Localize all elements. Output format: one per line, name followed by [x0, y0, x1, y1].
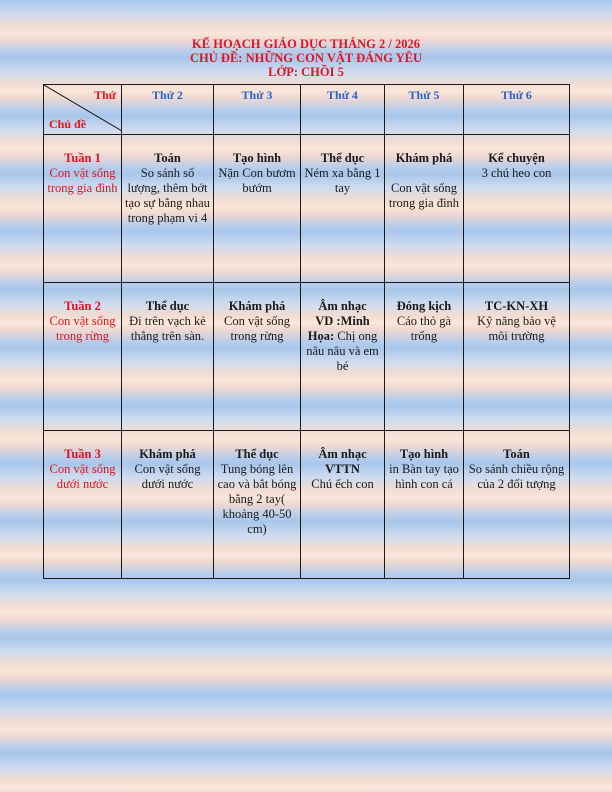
activity-desc: So sánh số lượng, thêm bớt tạo sự bằng nhau trong phạm vi 4 [125, 166, 210, 225]
corner-header-cell [44, 85, 122, 135]
week-title: Tuần 3 [64, 447, 101, 461]
class-title: LỚP: CHỒI 5 [268, 65, 344, 79]
activity-cell [464, 135, 570, 283]
activity-cell [122, 135, 214, 283]
activity-cell [464, 283, 570, 431]
activity-cell [385, 283, 464, 431]
day-header-mon: Thứ 2 [122, 85, 214, 135]
activity-subject: Khám phá [228, 299, 286, 313]
activity-desc [304, 329, 381, 374]
week-cell [44, 431, 122, 579]
week-title: Tuần 2 [64, 299, 101, 313]
activity-subject: Toán [154, 151, 181, 165]
activity-cell [301, 283, 385, 431]
activity-subject: Khám phá [139, 447, 196, 461]
activity-desc: Cáo thỏ gà trống [396, 314, 452, 343]
corner-day-label: Thứ [94, 88, 116, 102]
activity-subject-line2: VD :Minh [315, 314, 370, 328]
activity-subject: Tạo hình [232, 151, 282, 165]
activity-desc: Đi trên vạch kẻ thẳng trên sàn. [129, 314, 206, 343]
activity-desc: Con vật sống trong gia đình [388, 181, 460, 210]
week-topic: Con vật sống dưới nước [49, 462, 116, 491]
activity-subject: Kể chuyện [488, 151, 545, 165]
corner-topic-label: Chủ đề [49, 117, 87, 131]
week-cell [44, 283, 122, 431]
plan-title: KẾ HOẠCH GIÁO DỤC THÁNG 2 / 2026 [192, 37, 420, 51]
activity-subject: Toán [503, 447, 530, 461]
activity-subject-line2: VTTN [325, 462, 360, 476]
activity-desc: So sánh chiều rộng của 2 đối tượng [468, 462, 565, 491]
activity-subject-line3: Họa: [307, 329, 335, 343]
activity-desc: Ném xa bằng 1 tay [304, 166, 381, 195]
activity-cell [464, 431, 570, 579]
table-row-week-2 [44, 283, 570, 431]
activity-desc: 3 chú heo con [481, 166, 552, 180]
activity-desc: Nặn Con bươm bướm [218, 166, 296, 195]
week-topic: Con vật sống trong gia đình [47, 166, 118, 195]
activity-desc: Chú ếch con [311, 477, 374, 491]
activity-subject: Thể dục [145, 299, 190, 313]
activity-cell [385, 431, 464, 579]
activity-subject: TC-KN-XH [484, 299, 549, 313]
activity-subject: Khám phá [395, 151, 453, 165]
week-title: Tuần 1 [64, 151, 101, 165]
activity-subject: Tạo hình [399, 447, 449, 461]
activity-cell [301, 431, 385, 579]
activity-subject: Thể dục [235, 447, 279, 461]
theme-title: CHỦ ĐỀ: NHỮNG CON VẬT ĐÁNG YÊU [190, 51, 422, 65]
activity-desc: Con vật sống dưới nước [134, 462, 201, 491]
week-cell [44, 135, 122, 283]
day-header-thu: Thứ 5 [385, 85, 464, 135]
activity-subject: Âm nhạc [318, 299, 367, 313]
activity-cell [385, 135, 464, 283]
week-topic: Con vật sống trong rừng [49, 314, 116, 343]
table-row-week-3 [44, 431, 570, 579]
activity-desc: in Bàn tay tạo hình con cá [389, 462, 459, 491]
activity-subject: Âm nhạc [318, 447, 367, 461]
day-header-wed: Thứ 4 [301, 85, 385, 135]
table-header-row [44, 85, 570, 135]
activity-subject: Thể dục [320, 151, 365, 165]
activity-cell [122, 283, 214, 431]
activity-desc: Con vật sống trong rừng [224, 314, 290, 343]
activity-desc: Kỹ năng bảo vệ môi trường [477, 314, 556, 343]
day-header-tue: Thứ 3 [214, 85, 301, 135]
day-header-fri: Thứ 6 [464, 85, 570, 135]
activity-cell [214, 135, 301, 283]
table-row-week-1 [44, 135, 570, 283]
activity-cell [214, 283, 301, 431]
activity-cell [214, 431, 301, 579]
activity-subject: Đóng kịch [396, 299, 452, 313]
activity-desc-text: Chị ong nâu nâu và em bé [306, 329, 379, 373]
activity-cell [122, 431, 214, 579]
activity-desc: Tung bóng lên cao và bắt bóng bằng 2 tay( khoảng 40-50 cm) [217, 462, 297, 536]
weekly-plan-table [43, 84, 570, 579]
activity-cell [301, 135, 385, 283]
